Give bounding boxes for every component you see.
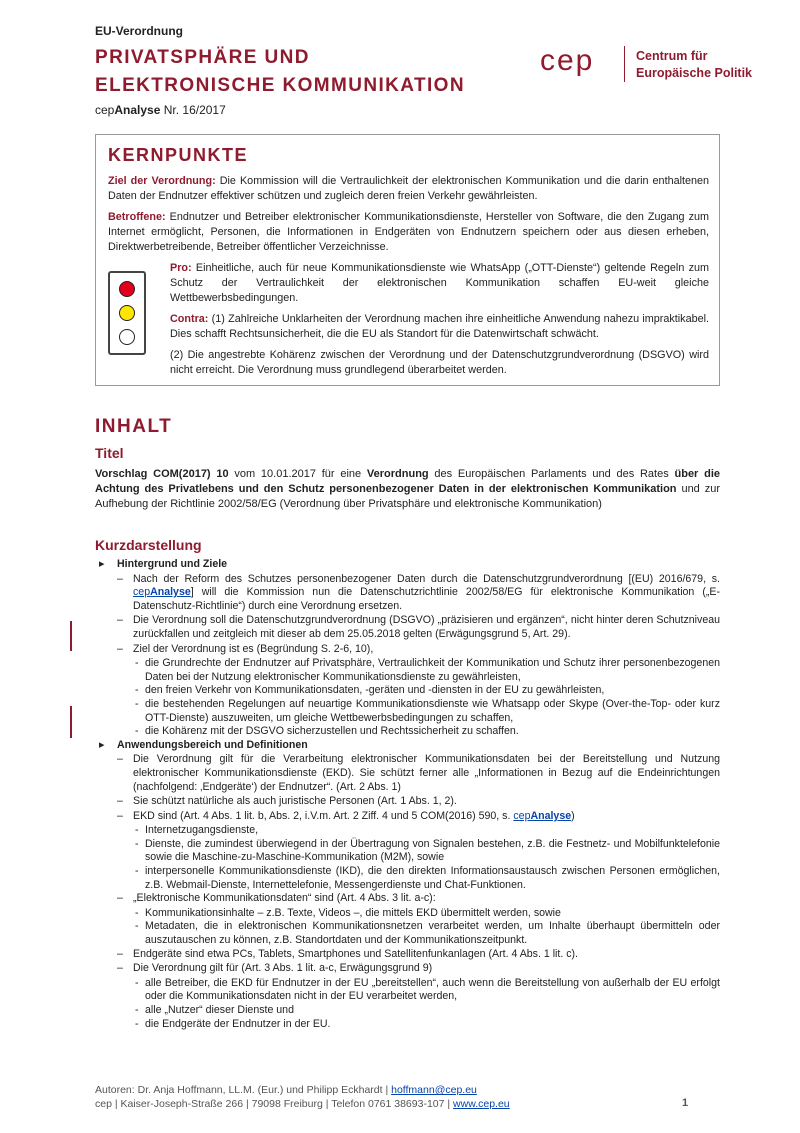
link-analyse: Analyse [150, 586, 191, 599]
titel-b2: Verordnung [366, 468, 429, 480]
analysis-number [95, 103, 226, 117]
cep-analyse-link[interactable] [133, 586, 191, 598]
nr-rest: Nr. 16/2017 [160, 103, 226, 117]
sub-item: - die Kohärenz mit der DSGVO sicherzustellen und Rechtssicherheit zu schaffen. [95, 725, 720, 739]
kernpunkte-heading: KERNPUNKTE [108, 145, 249, 165]
nr-prefix: cep [95, 103, 115, 117]
titel-t1: vom 10.01.2017 für eine [228, 468, 367, 480]
ziel-paragraph [108, 174, 709, 204]
betroffene-text: Endnutzer und Betreiber elektronischer Kommunikationsdienste, Hersteller von Software, die den Zugang zum Internet ermöglicht, Personen, die Informationen in Endgeräten von Endnutzern speichern oder aus diesen erheben, Direktwerbetreibende, Betreiber öffentlicher Verzeichnisse. [108, 211, 709, 253]
title-line-1: PRIVATSPHÄRE UND [95, 47, 310, 68]
title-line-2: ELEKTRONISCHE KOMMUNIKATION [95, 75, 465, 96]
red-light-icon [119, 281, 135, 297]
betroffene-paragraph [108, 210, 709, 255]
footer-authors [95, 1083, 695, 1097]
sub-item: - Internetzugangsdienste, [95, 824, 720, 838]
titel-b1: Vorschlag COM(2017) 10 [95, 468, 229, 480]
contra-text: (1) Zahlreiche Unklarheiten der Verordnung machen ihre einheitliche Anwendung nahezu impraktikabel. Dies schafft Rechtsunsicherheit, die die EU als Standort für die Datenwirtschaft schwächt. [170, 313, 709, 340]
link-analyse-2: Analyse [530, 809, 572, 822]
logo-divider [624, 46, 625, 82]
sub-item: - alle „Nutzer“ dieser Dienste und [95, 1004, 720, 1018]
document-title [95, 44, 465, 100]
ziel-label: Ziel der Verordnung: [108, 175, 216, 187]
change-marker [70, 706, 72, 738]
kurzdarstellung-body [95, 558, 720, 1031]
titel-paragraph [95, 467, 720, 512]
titel-b3: über die Achtung des Privatlebens und den Schutz personenbezogener Daten in der elektronischen Kommunikation [95, 468, 720, 495]
page-number: 1 [682, 1097, 689, 1109]
section-heading: ▸ Anwendungsbereich und Definitionen [95, 739, 720, 753]
d1a-text: Nach der Reform des Schutzes personenbezogener Daten durch die Datenschutzgrundverordnung [(EU) 2016/679, s. [133, 572, 720, 585]
logo-line-1: Centrum für [636, 49, 708, 63]
change-marker [70, 621, 72, 651]
sub-item: - den freien Verkehr von Kommunikationsdaten, -geräten und -diensten in der EU zu gewährleisten, [95, 684, 720, 698]
betroffene-label: Betroffene: [108, 211, 166, 223]
inhalt-heading: INHALT [95, 416, 173, 437]
e3a-text: EKD sind (Art. 4 Abs. 1 lit. b, Abs. 2, i.V.m. Art. 2 Ziff. 4 und 5 COM(2016) 590, s. [133, 809, 514, 822]
d1b-text: ] will die Kommission nun die Datenschutzrichtlinie 2002/58/EG für elektronische Kommunikation („E-Datenschutz-Richtlinie“) durch eine Verordnung ersetzen. [133, 586, 720, 612]
titel-t2: des Europäischen Parlaments und des Rates [428, 468, 675, 480]
logo-mark: cep [540, 44, 595, 77]
contra2-paragraph: (2) Die angestrebte Kohärenz zwischen der Verordnung und der Datenschutzgrundverordnung (DSGVO) wird nicht erreicht. Die Verordnung muss grundlegend überarbeitet werden. [170, 349, 709, 376]
cep-analyse-link-2[interactable] [513, 810, 571, 822]
titel-heading: Titel [95, 445, 124, 461]
sub-item: - alle Betreiber, die EKD für Endnutzer in der EU „bereitstellen“, auch wenn die Bereitstellung von außerhalb der EU erfolgt oder die Kommunikationsdaten nicht in der EU verarbeitet werden, [95, 977, 720, 1004]
logo-text [636, 48, 752, 82]
ziel-text: Die Kommission will die Vertraulichkeit der elektronischen Kommunikation und die darin enthaltenen Daten der Endnutzer effektiver schützen und zugleich deren freien Verkehr gewährleisten. [108, 175, 709, 202]
list-item [95, 573, 720, 614]
sub-item: - Metadaten, die in elektronischen Kommunikationsnetzen verarbeitet werden, um Inhalte überhaupt übermitteln oder auszutauschen zu können, z.B. Standortdaten und der Kommunikationszeitpunkt. [95, 920, 720, 947]
section-heading: ▸ Hintergrund und Ziele [95, 558, 720, 572]
pro-paragraph [170, 261, 709, 306]
kurzdarstellung-heading: Kurzdarstellung [95, 537, 202, 553]
link-cep-2: cep [513, 809, 531, 822]
list-item: – Ziel der Verordnung ist es (Begründung S. 2-6, 10), [95, 643, 720, 657]
white-light-icon [119, 329, 135, 345]
cep-logo [540, 44, 760, 88]
e3b-text: ) [571, 809, 575, 822]
yellow-light-icon [119, 305, 135, 321]
contra-label: Contra: [170, 313, 209, 325]
pro-label: Pro: [170, 262, 192, 274]
sub-item: - die bestehenden Regelungen auf neuartige Kommunikationsdienste wie Whatsapp oder Skype (Over-the-Top- oder kurz OTT-Dienste) auszuweiten, um gleiche Wettbewerbsbedingungen zu schaffen, [95, 698, 720, 725]
logo-line-2: Europäische Politik [636, 66, 753, 80]
pro-text: Einheitliche, auch für neue Kommunikationsdienste wie WhatsApp („OTT-Dienste“) geltende Regeln zum Schutz der Vertraulichkeit der elektronischen Kommunikation schaffen EU-weit gleiche Wettbewerbsbedingungen. [170, 262, 709, 304]
sub-item: - die Endgeräte der Endnutzer in der EU. [95, 1018, 720, 1032]
authors-text: Autoren: Dr. Anja Hoffmann, LL.M. (Eur.) und Philipp Eckhardt | [95, 1084, 392, 1096]
address-text: cep | Kaiser-Joseph-Straße 266 | 79098 Freiburg | Telefon 0761 38693-107 | [95, 1098, 454, 1110]
email-link[interactable]: hoffmann@cep.eu [391, 1084, 477, 1096]
list-item: – Die Verordnung gilt für die Verarbeitung elektronischer Kommunikationsdaten bei der Bereitstellung und Nutzung elektronischer Kommunikationsdienste (EKD). Sie schützt ferner alle „Informationen in Bezug auf die Endeinrichtungen (nachfolgend: ‚Endgeräte‘) der Endnutzer“. (Art. 2 Abs. 1) [95, 753, 720, 794]
list-item: – Die Verordnung soll die Datenschutzgrundverordnung (DSGVO) „präzisieren und ergänzen“, nicht hinter deren Schutzniveau zurückfallen und zeitgleich mit dieser ab dem 25.05.2018 gelten (Erwägungsgrund 5, Art. 29). [95, 614, 720, 641]
kernpunkte-box [95, 134, 720, 386]
sub-item: - die Grundrechte der Endnutzer auf Privatsphäre, Vertraulichkeit der Kommunikation und Schutz ihrer personenbezogenen Daten bei der Nutzung elektronischer Kommunikationsdienste zu gewährleisten, [95, 657, 720, 684]
nr-bold: Analyse [114, 103, 161, 117]
list-item: – Sie schützt natürliche als auch juristische Personen (Art. 1 Abs. 1, 2). [95, 795, 720, 809]
list-item: – Endgeräte sind etwa PCs, Tablets, Smartphones und Satellitenfunkanlagen (Art. 4 Abs. 1 lit. c). [95, 948, 720, 962]
link-cep: cep [133, 586, 151, 599]
footer-address [95, 1097, 695, 1111]
traffic-light-icon [108, 271, 146, 355]
list-item: – Die Verordnung gilt für (Art. 3 Abs. 1 lit. a-c, Erwägungsgrund 9) [95, 962, 720, 976]
list-item: – „Elektronische Kommunikationsdaten“ sind (Art. 4 Abs. 3 lit. a-c): [95, 892, 720, 906]
sub-item: - Kommunikationsinhalte – z.B. Texte, Videos –, die mittels EKD übermittelt werden, sowie [95, 907, 720, 921]
website-link[interactable]: www.cep.eu [453, 1098, 510, 1110]
page-footer [95, 1083, 695, 1111]
titel-t3: und zur Aufhebung der Richtlinie 2002/58/EG (Verordnung über Privatsphäre und elektronische Kommunikation) [95, 483, 720, 510]
contra-paragraph [170, 312, 709, 342]
sub-item: - Dienste, die zumindest überwiegend in der Übertragung von Signalen bestehen, z.B. die Festnetz- und Mobilfunktelefonie sowie die Maschine-zu-Maschine-Kommunikation (M2M), sowie [95, 838, 720, 865]
sub-item: - interpersonelle Kommunikationsdienste (IKD), die den direkten Informationsaustausch zwischen Personen ermöglichen, z.B. Webmail-Dienste, Internettelefonie, Messengerdienste und Chat-Funktionen. [95, 865, 720, 892]
document-category: EU-Verordnung [95, 24, 184, 38]
list-item [95, 810, 720, 824]
